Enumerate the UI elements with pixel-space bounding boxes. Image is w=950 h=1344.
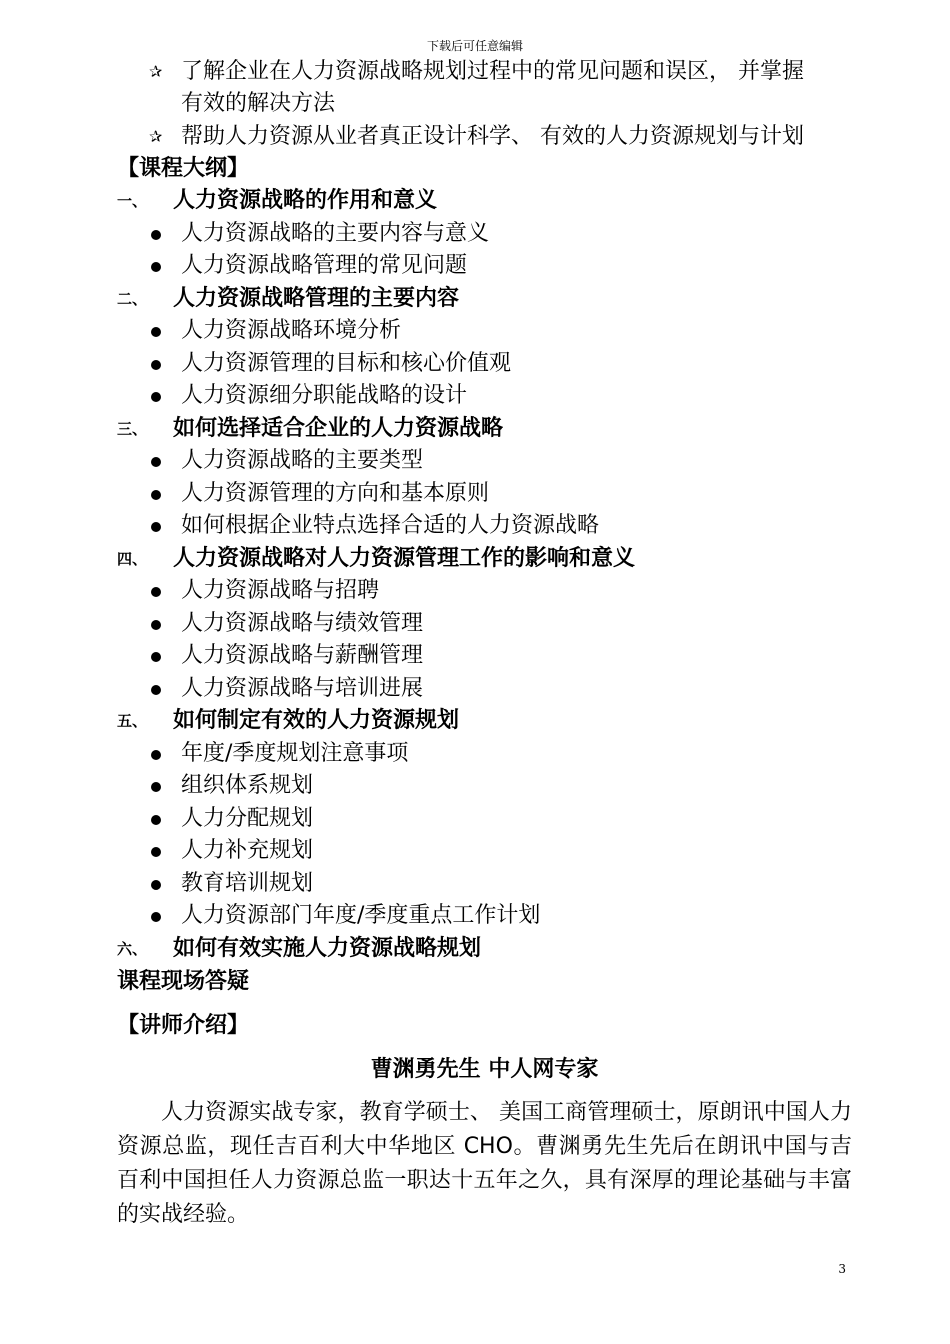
bullet-dot-icon <box>151 815 161 825</box>
heading-number: 二、 <box>117 289 148 308</box>
bullet-dot-icon <box>151 522 161 532</box>
objective-item <box>117 121 852 153</box>
bullet-text: 人力资源管理的方向和基本原则 <box>181 480 490 506</box>
outline-bullet-item <box>117 738 852 771</box>
heading-text: 人力资源战略的作用和意义 <box>173 188 438 213</box>
heading-text: 如何有效实施人力资源战略规划 <box>173 935 482 961</box>
outline-bullet-item <box>117 803 852 836</box>
outline-title: 【课程大纲】 <box>117 156 250 181</box>
outline-bullet-item <box>117 900 852 933</box>
bullet-text: 人力资源管理的目标和核心价值观 <box>181 350 512 376</box>
bullet-dot-icon <box>151 652 161 662</box>
bullet-text: 人力资源部门年度/季度重点工作计划 <box>181 903 541 928</box>
document-body <box>117 56 852 1232</box>
heading-number: 三、 <box>117 419 148 438</box>
heading-number: 一、 <box>117 192 148 210</box>
bullet-dot-icon <box>151 262 161 272</box>
outline-bullet-item <box>117 380 852 413</box>
star-icon: ✰ <box>149 127 163 146</box>
bullet-text: 人力资源战略与培训进展 <box>181 675 424 701</box>
heading-number: 五、 <box>117 712 148 730</box>
bullet-dot-icon <box>151 847 161 857</box>
outline-heading <box>117 185 852 218</box>
bullet-dot-icon <box>151 230 161 240</box>
bullet-dot-icon <box>151 490 161 500</box>
outline-heading <box>117 933 852 966</box>
bullet-text: 人力补充规划 <box>181 838 314 863</box>
instructor-name: 曹渊勇先生 中人网专家 <box>370 1057 599 1082</box>
bullet-text: 人力资源战略的主要内容与意义 <box>181 220 490 246</box>
outline-bullet-item <box>117 478 852 511</box>
objective-text-continued: 有效的解决方法 <box>181 91 336 116</box>
outline-bullet-item <box>117 348 852 381</box>
instructor-bio: 人力资源实战专家，教育学硕士、 美国工商管理硕士，原朗讯中国人力资源总监，现任吉百利大中华地区 CHO。曹渊勇先生先后在朗讯中国与吉百利中国担任人力资源总监一职达十五年之久，具有深厚的理论基础与丰富的实战经验。 <box>117 1100 852 1227</box>
heading-text: 人力资源战略对人力资源管理工作的影响和意义 <box>173 545 636 571</box>
objective-item <box>117 56 852 120</box>
outline-bullet-item <box>117 640 852 673</box>
bullet-dot-icon <box>151 880 161 890</box>
outline-heading <box>117 543 852 576</box>
bullet-dot-icon <box>151 327 161 337</box>
bullet-text: 人力资源战略与招聘 <box>181 578 380 603</box>
bullet-dot-icon <box>151 750 161 760</box>
objective-text: 帮助人力资源从业者真正设计科学、 有效的人力资源规划与计划 <box>181 124 804 149</box>
outline-bullet-item <box>117 218 852 251</box>
outline-heading <box>117 705 852 738</box>
bullet-dot-icon <box>151 782 161 792</box>
outline-list <box>117 185 852 965</box>
instructor-title: 【讲师介绍】 <box>117 1013 250 1038</box>
bullet-dot-icon <box>151 912 161 922</box>
star-icon: ✰ <box>149 62 163 81</box>
bullet-text: 教育培训规划 <box>181 870 314 896</box>
objective-text: 了解企业在人力资源战略规划过程中的常见问题和误区， 并掌握 <box>181 59 804 84</box>
outline-bullet-item <box>117 868 852 901</box>
bullet-text: 如何根据企业特点选择合适的人力资源战略 <box>181 513 600 538</box>
bullet-dot-icon <box>151 392 161 402</box>
bullet-text: 人力资源战略环境分析 <box>181 318 402 343</box>
bullet-text: 组织体系规划 <box>181 773 314 798</box>
bullet-text: 人力资源细分职能战略的设计 <box>181 383 468 408</box>
bullet-text: 人力资源战略管理的常见问题 <box>181 253 468 278</box>
bullet-text: 人力分配规划 <box>181 805 314 831</box>
bullet-dot-icon <box>151 685 161 695</box>
bullet-text: 人力资源战略的主要类型 <box>181 448 424 473</box>
outline-bullet-item <box>117 770 852 803</box>
outline-bullet-item <box>117 445 852 478</box>
outline-bullet-item <box>117 608 852 641</box>
heading-text: 如何制定有效的人力资源规划 <box>173 708 460 733</box>
outline-bullet-item <box>117 575 852 608</box>
heading-text: 如何选择适合企业的人力资源战略 <box>173 415 504 441</box>
heading-text: 人力资源战略管理的主要内容 <box>173 285 460 311</box>
outline-bullet-item <box>117 510 852 543</box>
bullet-text: 人力资源战略与薪酬管理 <box>181 643 424 668</box>
bullet-text: 人力资源战略与绩效管理 <box>181 610 424 636</box>
outline-bullet-item <box>117 673 852 706</box>
outline-bullet-item <box>117 835 852 868</box>
bullet-dot-icon <box>151 457 161 467</box>
bullet-dot-icon <box>151 587 161 597</box>
outline-heading <box>117 413 852 446</box>
outline-bullet-item <box>117 315 852 348</box>
outline-heading <box>117 283 852 316</box>
qa-line: 课程现场答疑 <box>117 969 250 994</box>
outline-bullet-item <box>117 250 852 283</box>
header-note: 下载后可任意编辑 <box>426 39 523 53</box>
bullet-dot-icon <box>151 360 161 370</box>
bullet-dot-icon <box>151 620 161 630</box>
page-number: 3 <box>838 1262 846 1276</box>
heading-number: 六、 <box>117 939 148 958</box>
bullet-text: 年度/季度规划注意事项 <box>181 740 409 766</box>
heading-number: 四、 <box>117 549 148 568</box>
